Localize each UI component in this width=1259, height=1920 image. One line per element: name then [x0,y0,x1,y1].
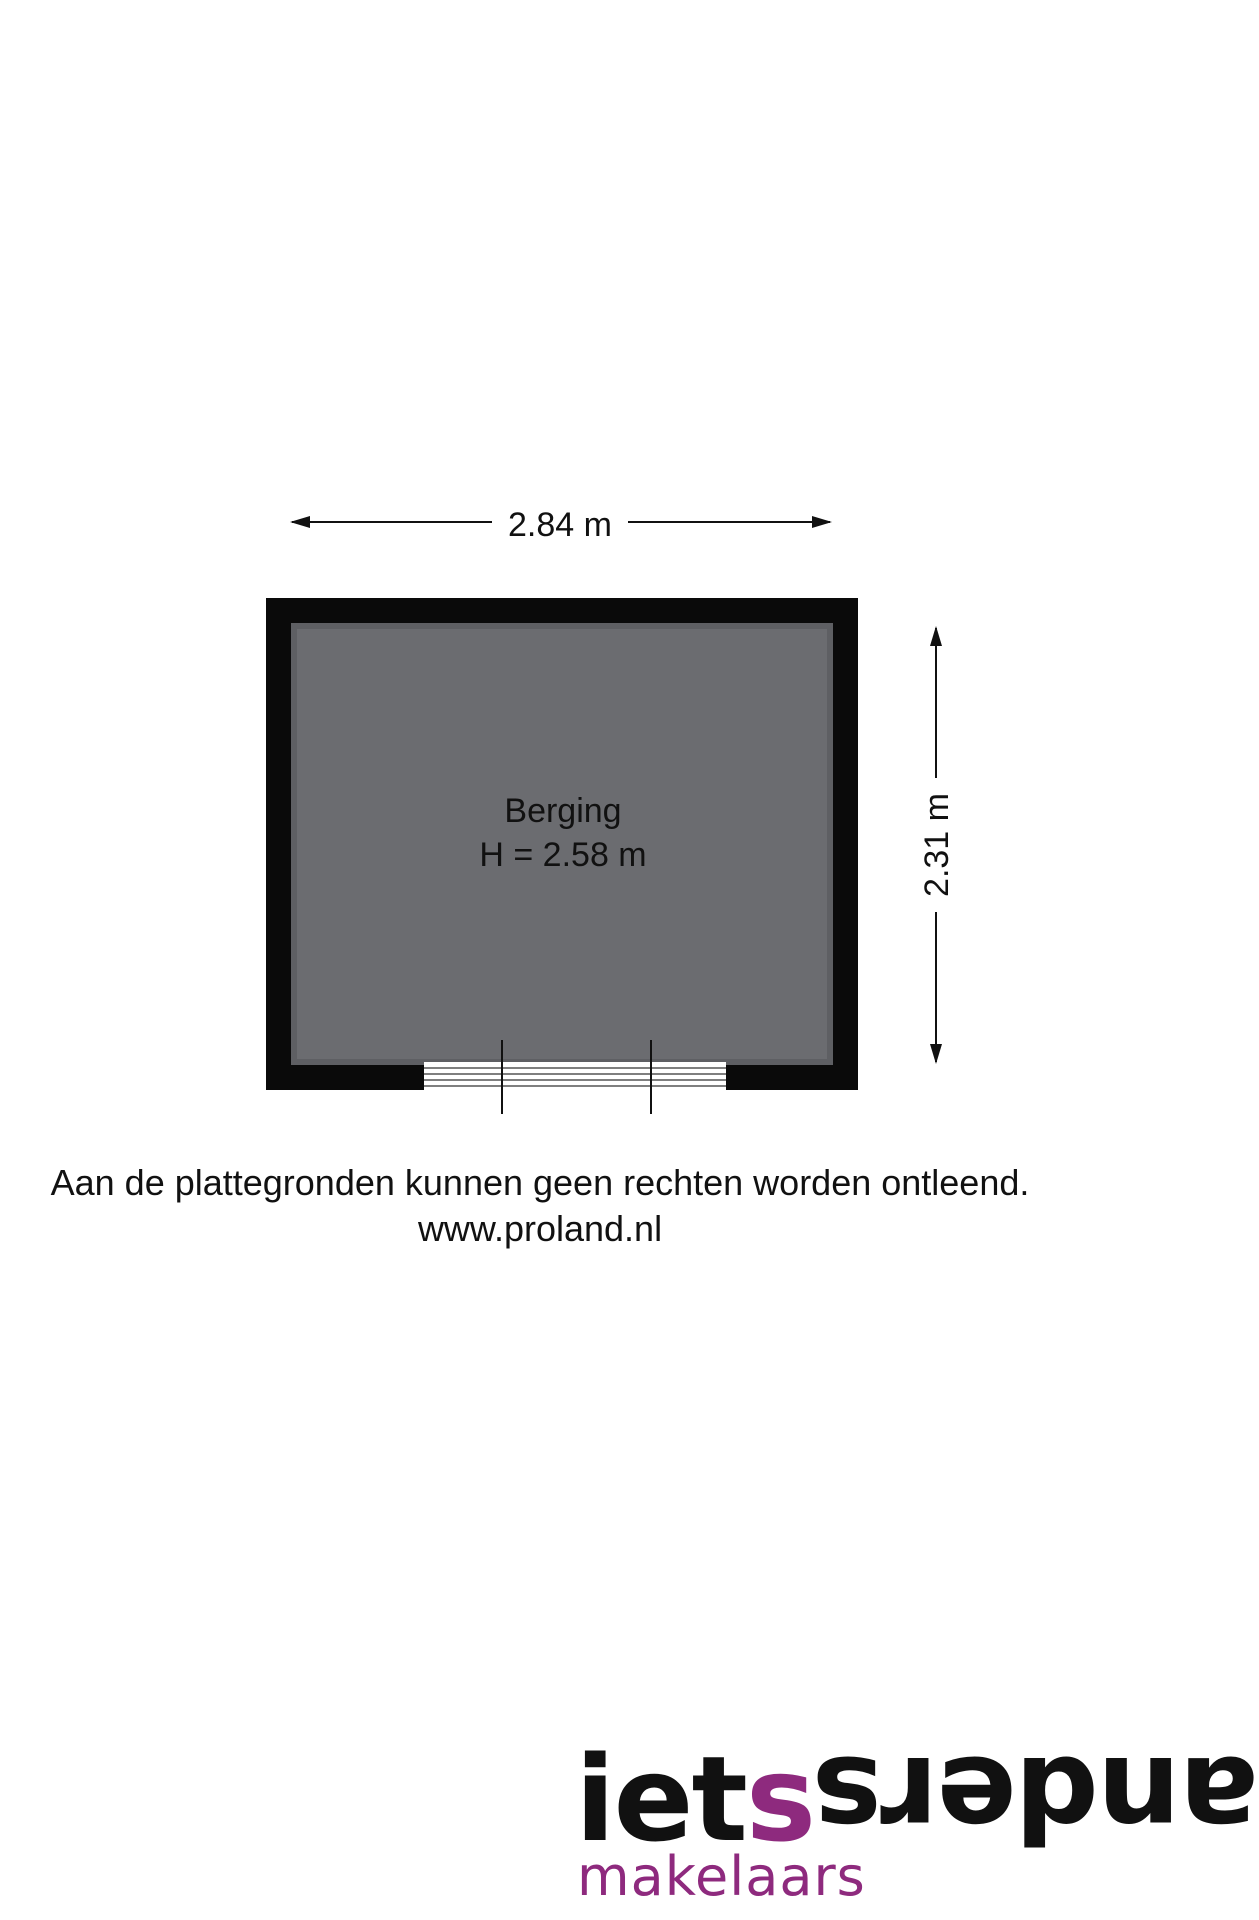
disclaimer-text: Aan de plattegronden kunnen geen rechten worden ontleend. [50,1162,1030,1203]
logo-wordmark [575,1730,1259,1868]
logo-part2: anders [814,1730,1259,1868]
room-name: Berging [504,792,622,830]
width-dimension [292,506,830,544]
logo-accent-s: s [745,1730,815,1868]
disclaimer [0,1160,1080,1252]
width-label: 2.84 m [508,506,612,544]
brand-logo [575,1730,1259,1908]
website-text: www.proland.nl [417,1208,663,1249]
logo-subtitle: makelaars [577,1845,866,1908]
height-dimension [918,628,956,1062]
height-label: 2.31 m [918,793,956,897]
room-ceiling-height: H = 2.58 m [479,836,647,874]
logo-part1: iet [575,1730,746,1868]
